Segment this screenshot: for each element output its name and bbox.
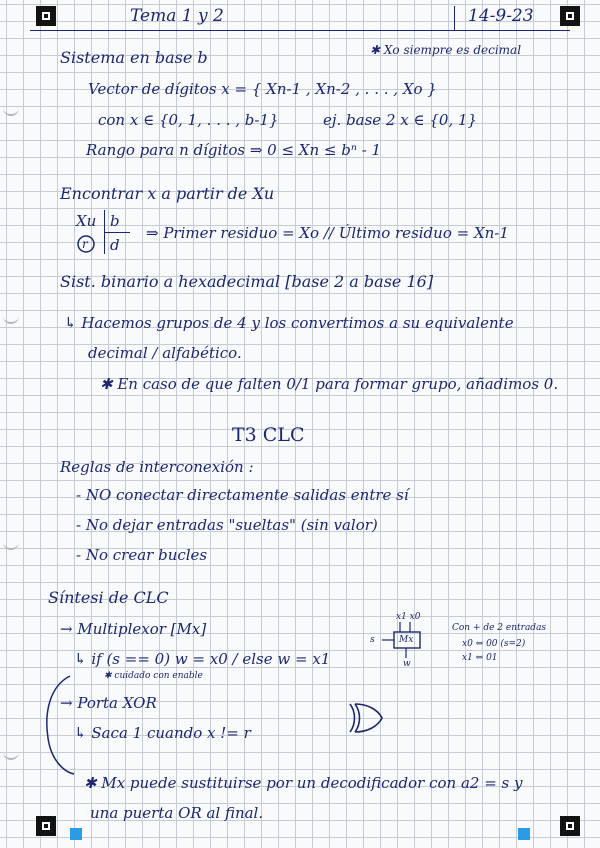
header-date: 14-9-23 bbox=[468, 6, 534, 26]
binder-hole bbox=[3, 104, 19, 116]
corner-marker-top-left bbox=[36, 6, 56, 26]
corner-marker-top-right bbox=[560, 6, 580, 26]
mux-inputs-label: x1 x0 bbox=[396, 612, 421, 622]
range-con-line: con x ∈ {0, 1, . . . , b-1} bbox=[98, 111, 279, 129]
division-b: b bbox=[110, 212, 120, 230]
mux-s-label: s bbox=[370, 635, 375, 645]
mux-box-label: Mx bbox=[399, 635, 414, 645]
regla-3: - No crear bucles bbox=[76, 546, 208, 564]
decimal-line: decimal / alfabético. bbox=[88, 344, 242, 362]
header-title: Tema 1 y 2 bbox=[130, 6, 224, 26]
sintesi-title: Síntesi de CLC bbox=[48, 588, 169, 607]
xor-gate-icon bbox=[346, 700, 386, 736]
encaso-line: ✱ En caso de que falten 0/1 para formar grupo, añadimos 0. bbox=[100, 375, 559, 393]
mux-w-label: w bbox=[403, 659, 411, 669]
residuo-line: ⇒ Primer residuo = Xo // Último residuo = Xn-1 bbox=[146, 224, 509, 242]
encontrar-line: Encontrar x a partir de Xu bbox=[60, 184, 275, 203]
example-line: ej. base 2 x ∈ {0, 1} bbox=[323, 111, 478, 129]
binder-hole bbox=[3, 748, 19, 760]
division-underline bbox=[104, 232, 130, 233]
reglas-line: Reglas de interconexión : bbox=[60, 458, 254, 476]
mux-if-line: ↳ if (s == 0) w = x0 / else w = x1 bbox=[74, 650, 331, 668]
corner-marker-bottom-right bbox=[560, 816, 580, 836]
bracket-curve bbox=[36, 672, 76, 778]
sist-line: Sist. binario a hexadecimal [base 2 a base 16] bbox=[60, 272, 434, 291]
mux-line: → Multiplexor [Mx] bbox=[60, 620, 207, 638]
header-rule bbox=[30, 30, 570, 31]
xor-line: → Porta XOR bbox=[60, 694, 157, 712]
blue-square-bottom-right bbox=[518, 828, 530, 840]
rango-line: Rango para n dígitos ⇒ 0 ≤ Xn ≤ bⁿ - 1 bbox=[86, 141, 382, 159]
note-xo-decimal: ✱ Xo siempre es decimal bbox=[370, 43, 522, 57]
note-con-entradas: Con + de 2 entradas bbox=[452, 623, 547, 633]
saca-line: ↳ Saca 1 cuando x != r bbox=[74, 724, 251, 742]
binder-hole bbox=[3, 538, 19, 550]
binder-hole bbox=[3, 312, 19, 324]
cuidado-note: ✱ cuidado con enable bbox=[104, 671, 203, 681]
header-divider bbox=[454, 6, 455, 30]
section-t3-title: T3 CLC bbox=[232, 424, 305, 446]
note-x0-00: x0 ⇔ 00 (s=2) bbox=[462, 639, 526, 649]
hacemos-line: ↳ Hacemos grupos de 4 y los convertimos a su equivalente bbox=[64, 314, 514, 332]
regla-2: - No dejar entradas "sueltas" (sin valor) bbox=[76, 516, 378, 534]
vector-line: Vector de dígitos x = { Xn-1 , Xn-2 , . . . , Xo } bbox=[88, 80, 437, 98]
mx-note-2: una puerta OR al final. bbox=[90, 804, 264, 822]
corner-marker-bottom-left bbox=[36, 816, 56, 836]
regla-1: - NO conectar directamente salidas entre sí bbox=[76, 486, 409, 504]
note-x1-01: x1 ⇔ 01 bbox=[462, 653, 498, 663]
division-d: d bbox=[110, 236, 120, 254]
division-xu: Xu bbox=[76, 212, 97, 230]
blue-square-bottom-left bbox=[70, 828, 82, 840]
division-r: r bbox=[82, 237, 88, 251]
base-title: Sistema en base b bbox=[60, 48, 208, 67]
mx-note-1: ✱ Mx puede sustituirse por un decodificador con a2 = s y bbox=[84, 774, 523, 792]
